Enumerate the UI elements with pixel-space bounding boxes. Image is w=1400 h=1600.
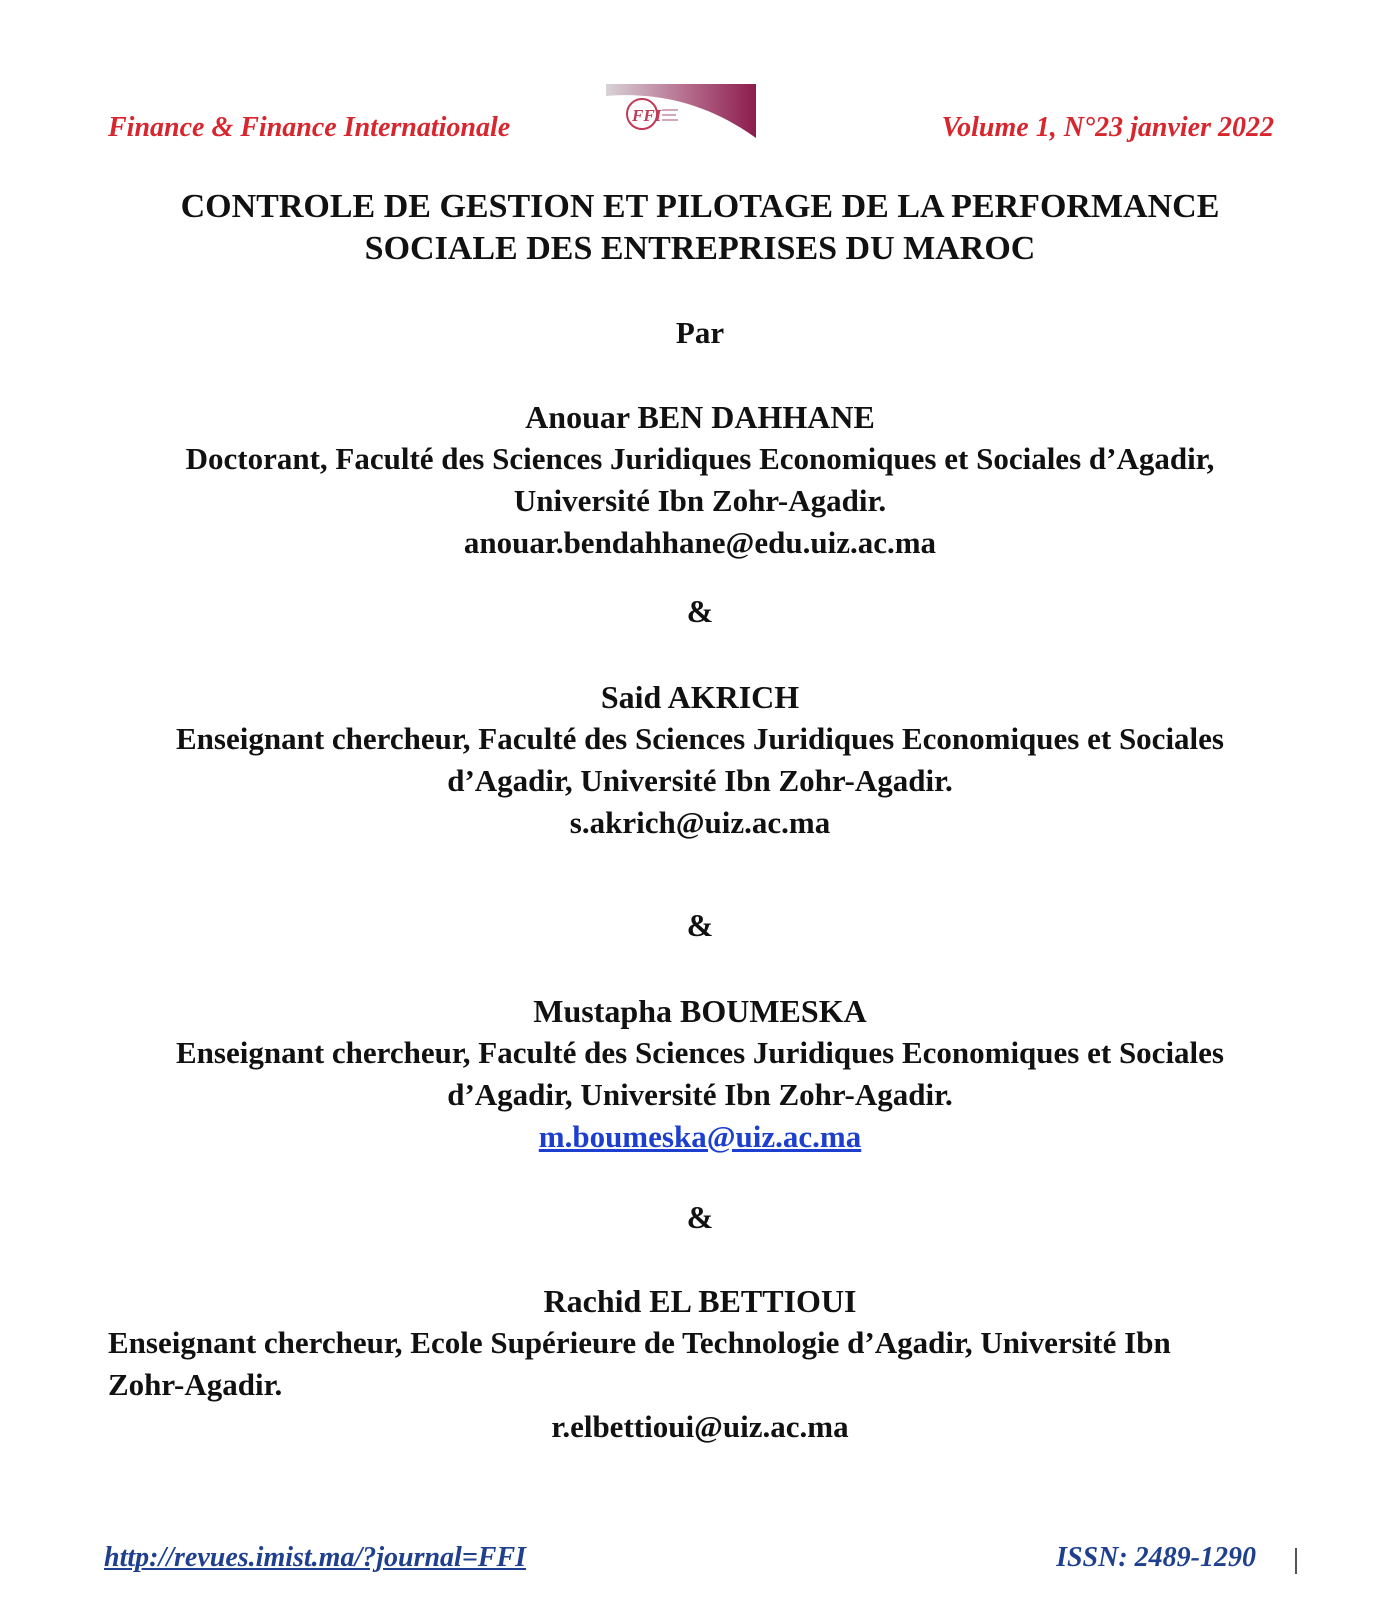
- title-line-1: CONTROLE DE GESTION ET PILOTAGE DE LA PERFORMANCE: [180, 188, 1220, 225]
- volume-info: Volume 1, N°23 janvier 2022: [941, 112, 1274, 143]
- author-email: r.elbettioui@uiz.ac.ma: [551, 1409, 849, 1444]
- author-affiliation-cont: d’Agadir, Université Ibn Zohr-Agadir.: [447, 763, 953, 798]
- author-email: s.akrich@uiz.ac.ma: [569, 805, 831, 840]
- journal-name: Finance & Finance Internationale: [108, 112, 511, 143]
- author-name: Rachid EL BETTIOUI: [543, 1283, 857, 1319]
- author-affiliation: Enseignant chercheur, Faculté des Sciences Juridiques Economiques et Sociales: [176, 1035, 1224, 1070]
- paper-title: [100, 186, 1300, 270]
- author-separator: &: [686, 907, 714, 943]
- ffi-logo-icon: [606, 84, 756, 138]
- by-label: Par: [675, 315, 725, 350]
- author-affiliation-cont: d’Agadir, Université Ibn Zohr-Agadir.: [447, 1077, 953, 1112]
- svg-text:FFI: FFI: [632, 106, 662, 125]
- page-header: [0, 84, 1400, 154]
- author-name: Said AKRICH: [600, 679, 800, 715]
- author-affiliation-cont: Université Ibn Zohr-Agadir.: [513, 483, 887, 518]
- journal-url-link[interactable]: http://revues.imist.ma/?journal=FFI: [104, 1542, 527, 1573]
- author-block-2: [100, 676, 1300, 844]
- author-email: anouar.bendahhane@edu.uiz.ac.ma: [463, 525, 937, 560]
- title-line-2: SOCIALE DES ENTREPRISES DU MAROC: [364, 230, 1036, 267]
- author-separator: &: [686, 1199, 714, 1235]
- author-name: Mustapha BOUMESKA: [533, 993, 867, 1029]
- issn-label: ISSN: 2489-1290: [1056, 1542, 1256, 1573]
- author-separator: &: [686, 593, 714, 629]
- author-affiliation: Enseignant chercheur, Faculté des Sciences Juridiques Economiques et Sociales: [176, 721, 1224, 756]
- author-affiliation-block: [108, 1322, 1288, 1406]
- author-affiliation: Enseignant chercheur, Ecole Supérieure de Technologie d’Agadir, Université Ibn: [108, 1325, 1171, 1360]
- author-name: Anouar BEN DAHHANE: [525, 399, 875, 435]
- author-block-3: [100, 990, 1300, 1158]
- author-affiliation: Doctorant, Faculté des Sciences Juridiques Economiques et Sociales d’Agadir,: [185, 441, 1215, 476]
- author-block-1: [100, 396, 1300, 564]
- page-edge-mark: [1295, 1548, 1297, 1574]
- author-email-link[interactable]: m.boumeska@uiz.ac.ma: [538, 1119, 862, 1154]
- author-affiliation-cont: Zohr-Agadir.: [108, 1367, 283, 1402]
